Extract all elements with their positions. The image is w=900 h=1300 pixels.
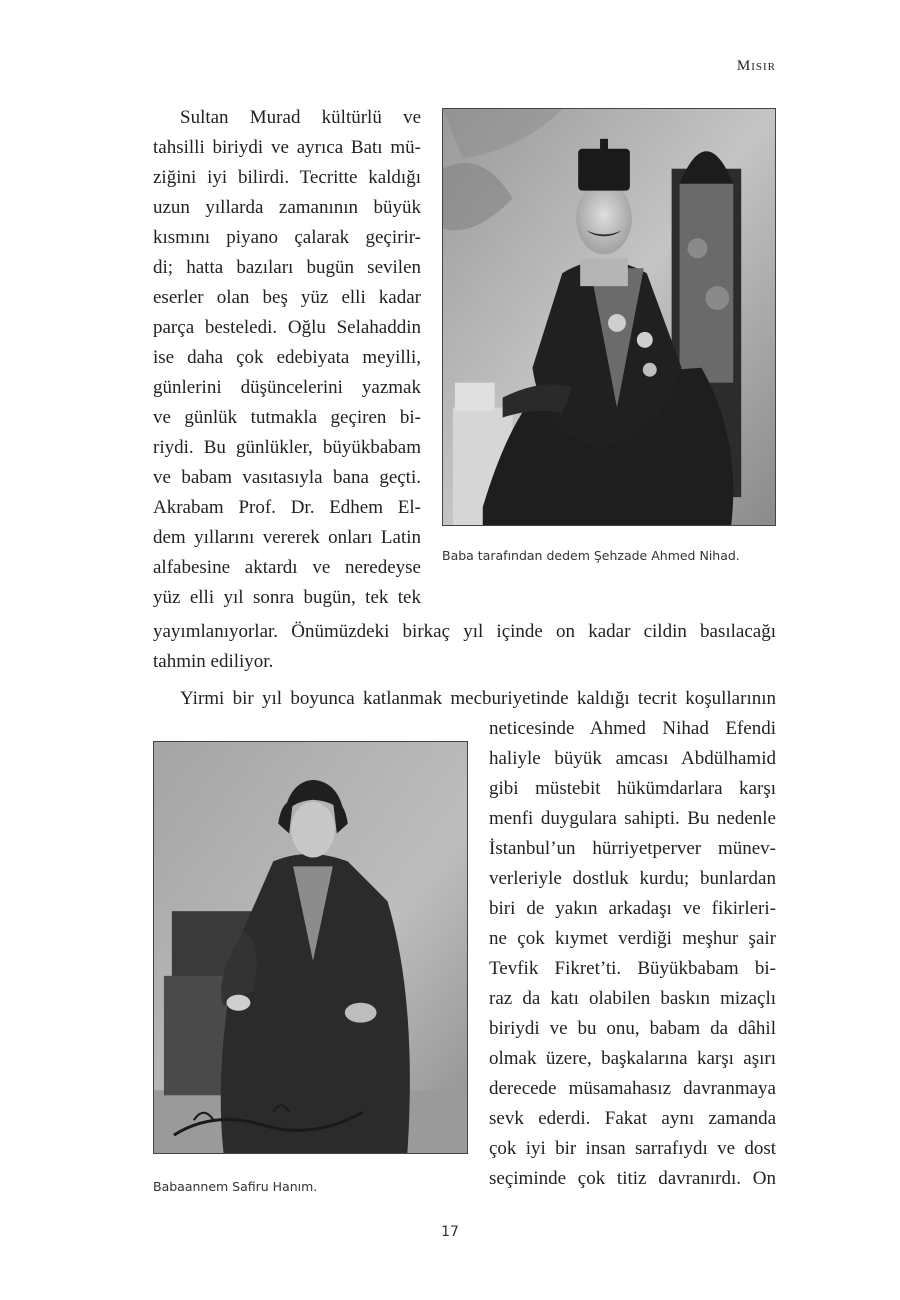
text-line: uzun yıllarda zamanının büyük [153, 197, 421, 218]
portrait-photo-safiru-hanim [153, 741, 468, 1154]
text-line: eserler olan beş yüz elli kadar [153, 287, 421, 308]
text-line: Akrabam Prof. Dr. Edhem El- [153, 497, 421, 518]
text-line: gibi müstebit hükümdarlara karşı [489, 778, 776, 799]
text-line: haliyle büyük amcası Abdülhamid [489, 748, 776, 769]
text-line: Tevfik Fikret’ti. Büyükbabam bi- [489, 958, 776, 979]
figure-caption: Baba tarafından dedem Şehzade Ahmed Nihad. [442, 548, 740, 563]
text-line: derecede müsamahasız davranmaya [489, 1078, 776, 1099]
text-line: ziğini iyi bilirdi. Tecritte kaldığı [153, 167, 421, 188]
text-line: sevk ederdi. Fakat aynı zamanda [489, 1108, 776, 1129]
text-line: neticesinde Ahmed Nihad Efendi [489, 718, 776, 739]
text-line: ve günlük tutmakla geçiren bi- [153, 407, 421, 428]
text-line: çok iyi bir insan sarrafıydı ve dost [489, 1138, 776, 1159]
text-line: riydi. Bu günlükler, büyükbabam [153, 437, 421, 458]
text-line: menfi duygulara sahipti. Bu nedenle [489, 808, 776, 829]
text-line: kısmını piyano çalarak geçirir- [153, 227, 421, 248]
portrait-illustration [443, 109, 775, 525]
text-line: alfabesine aktardı ve neredeyse [153, 557, 421, 578]
text-line: ise daha çok edebiyata meyilli, [153, 347, 421, 368]
text-line: verleriyle dostluk kurdu; bunlardan [489, 868, 776, 889]
text-line: İstanbul’un hürriyetperver münev- [489, 838, 776, 859]
text-line: Yirmi bir yıl boyunca katlanmak mecburiyetinde kaldığı tecrit koşullarının [180, 688, 776, 709]
text-line: biriydi ve bu onu, babam da dâhil [489, 1018, 776, 1039]
portrait-illustration [154, 742, 467, 1153]
text-line: parça besteledi. Oğlu Selahaddin [153, 317, 421, 338]
text-line: Sultan Murad kültürlü ve [180, 107, 421, 128]
running-head: Mısır [736, 58, 776, 74]
text-line: seçiminde çok titiz davranırdı. On [489, 1168, 776, 1189]
text-line: tahmin ediliyor. [153, 651, 274, 672]
text-line: yüz elli yıl sonra bugün, tek tek [153, 587, 421, 608]
page-number: 17 [441, 1224, 459, 1240]
text-line: ne çok kıymet verdiği meşhur şair [489, 928, 776, 949]
text-line: olmak üzere, başkalarına karşı aşırı [489, 1048, 776, 1069]
figure-caption: Babaannem Safiru Hanım. [153, 1179, 318, 1194]
text-line: günlerini düşüncelerini yazmak [153, 377, 421, 398]
text-line: dem yıllarını vererek onları Latin [153, 527, 421, 548]
portrait-photo-ahmed-nihad [442, 108, 776, 526]
text-line: di; hatta bazıları bugün sevilen [153, 257, 421, 278]
text-line: tahsilli biriydi ve ayrıca Batı mü- [153, 137, 421, 158]
text-line: raz da katı olabilen baskın mizaçlı [489, 988, 776, 1009]
text-line: biri de yakın arkadaşı ve fikirleri- [489, 898, 776, 919]
text-line: yayımlanıyorlar. Önümüzdeki birkaç yıl içinde on kadar cildin basılacağı [153, 621, 776, 642]
text-line: ve babam vasıtasıyla bana geçti. [153, 467, 421, 488]
